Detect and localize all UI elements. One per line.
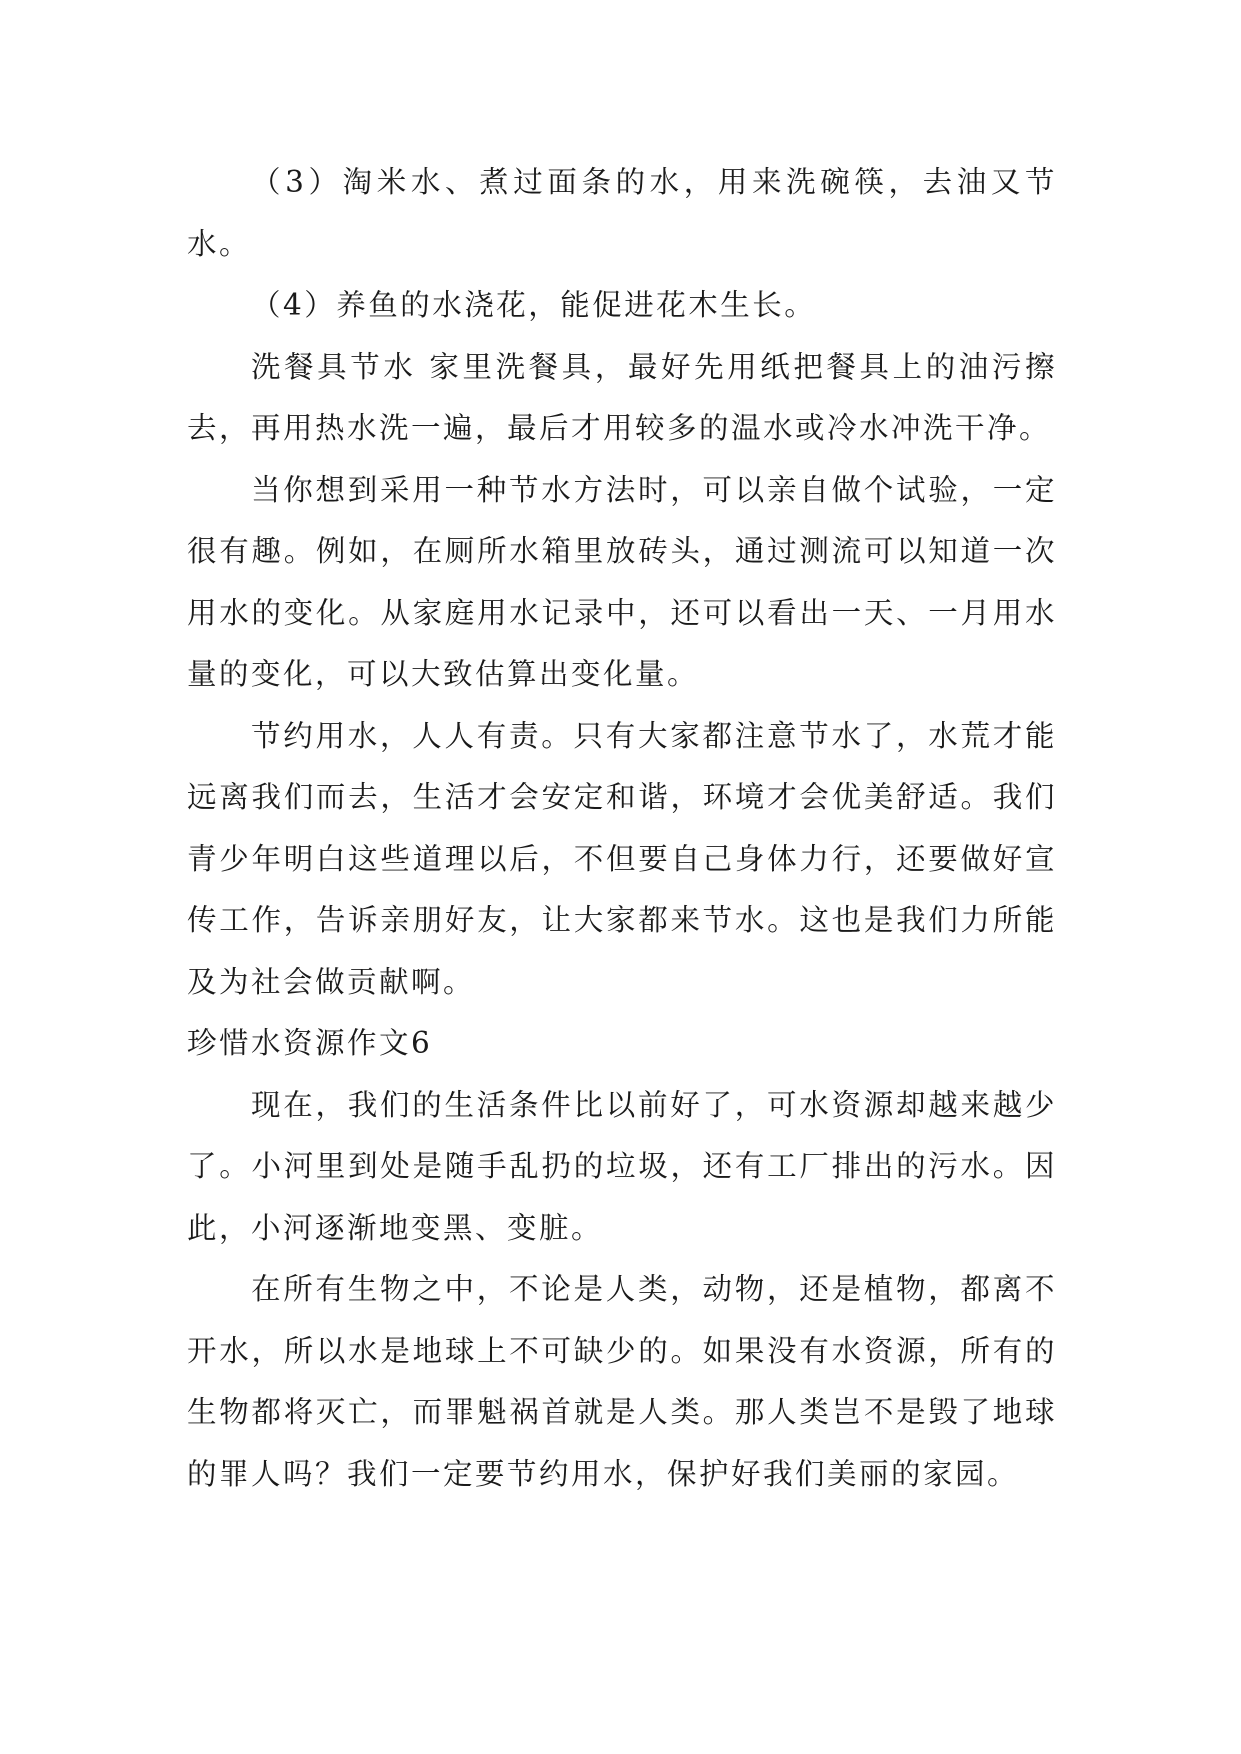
paragraph-water-importance: 在所有生物之中，不论是人类，动物，还是植物，都离不开水，所以水是地球上不可缺少的。如果没有水资源，所有的生物都将灭亡，而罪魁祸首就是人类。那人类岂不是毁了地球的罪人吗？我们一定要节约用水，保护好我们美丽的家园。: [187, 1272, 1057, 1491]
paragraph-dishwashing-tip: 洗餐具节水 家里洗餐具，最好先用纸把餐具上的油污擦去，再用热水洗一遍，最后才用较多的温水或冷水冲洗干净。: [187, 349, 1057, 445]
paragraph-river-pollution: 现在，我们的生活条件比以前好了，可水资源却越来越少了。小河里到处是随手乱扔的垃圾，还有工厂排出的污水。因此，小河逐渐地变黑、变脏。: [187, 1087, 1057, 1245]
paragraph-fish-water-tip: （4）养鱼的水浇花，能促进花木生长。: [251, 288, 817, 322]
paragraph-experiment: 当你想到采用一种节水方法时，可以亲自做个试验，一定很有趣。例如，在厕所水箱里放砖头，通过测流可以知道一次用水的变化。从家庭用水记录中，还可以看出一天、一月用水量的变化，可以大致估算出变化量。: [187, 472, 1057, 691]
document-body: [187, 152, 1057, 1505]
paragraph-rice-water-tip: （3）淘米水、煮过面条的水，用来洗碗筷，去油又节水。: [187, 165, 1057, 261]
paragraph-responsibility: 节约用水，人人有责。只有大家都注意节水了，水荒才能远离我们而去，生活才会安定和谐，环境才会优美舒适。我们青少年明白这些道理以后，不但要自己身体力行，还要做好宣传工作，告诉亲朋好友，让大家都来节水。这也是我们力所能及为社会做贡献啊。: [187, 718, 1057, 999]
section-title: 珍惜水资源作文6: [187, 1026, 433, 1060]
